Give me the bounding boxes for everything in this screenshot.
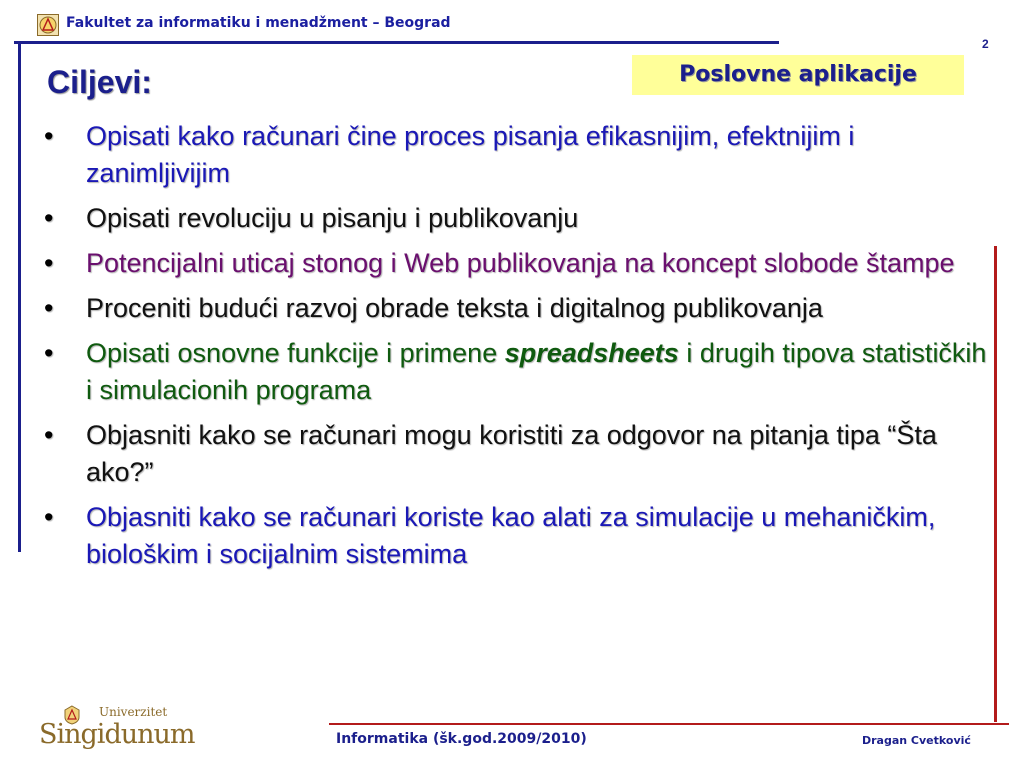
goal-text: Opisati kako računari čine proces pisanja efikasnijim, efektnijim i zanimljivijim xyxy=(86,121,855,188)
right-accent-line xyxy=(994,246,997,722)
bullet-icon: • xyxy=(44,248,54,278)
faculty-name: Fakultet za informatiku i menadžment – Beograd xyxy=(66,15,451,31)
footer-divider xyxy=(329,723,1009,725)
logo-univ-label: Univerzitet xyxy=(99,705,168,719)
goal-text: Objasniti kako se računari mogu koristiti za odgovor na pitanja tipa “Šta ako?” xyxy=(86,420,937,487)
bullet-icon: • xyxy=(44,420,54,450)
goal-text: Proceniti budući razvoj obrade teksta i digitalnog publikovanja xyxy=(86,293,823,323)
page-number: 2 xyxy=(982,37,989,51)
goal-text: Potencijalni uticaj stonog i Web publikovanja na koncept slobode štampe xyxy=(86,248,955,278)
goal-text-after: i drugih tipova statističkih i simulacionih programa xyxy=(86,338,987,405)
goal-item xyxy=(40,335,990,409)
goal-item xyxy=(40,417,990,491)
goals-list xyxy=(40,118,990,581)
goal-text-before: Opisati osnovne funkcije i primene xyxy=(86,338,505,368)
left-accent-line xyxy=(18,42,21,552)
bullet-icon: • xyxy=(44,502,54,532)
header-divider xyxy=(14,41,779,44)
logo-name: Singidunum xyxy=(39,719,195,750)
goal-text: Objasniti kako se računari koriste kao alati za simulacije u mehaničkim, biološkim i socijalnim sistemima xyxy=(86,502,936,569)
faculty-logo-icon xyxy=(37,14,59,36)
bullet-icon: • xyxy=(44,338,54,368)
bullet-icon: • xyxy=(44,293,54,323)
slide-title: Ciljevi: xyxy=(47,64,152,100)
author-name: Dragan Cvetković xyxy=(862,734,971,747)
course-tag: Poslovne aplikacije xyxy=(632,55,964,95)
goal-emphasis: spreadsheets xyxy=(504,338,679,368)
goal-item xyxy=(40,290,990,327)
goal-item xyxy=(40,245,990,282)
university-logo xyxy=(39,705,195,757)
bullet-icon: • xyxy=(44,203,54,233)
bullet-icon: • xyxy=(44,121,54,151)
goal-item xyxy=(40,200,990,237)
goal-text: Opisati revoluciju u pisanju i publikovanju xyxy=(86,203,579,233)
goal-item xyxy=(40,118,990,192)
course-year: Informatika (šk.god.2009/2010) xyxy=(336,731,587,747)
goal-item xyxy=(40,499,990,573)
